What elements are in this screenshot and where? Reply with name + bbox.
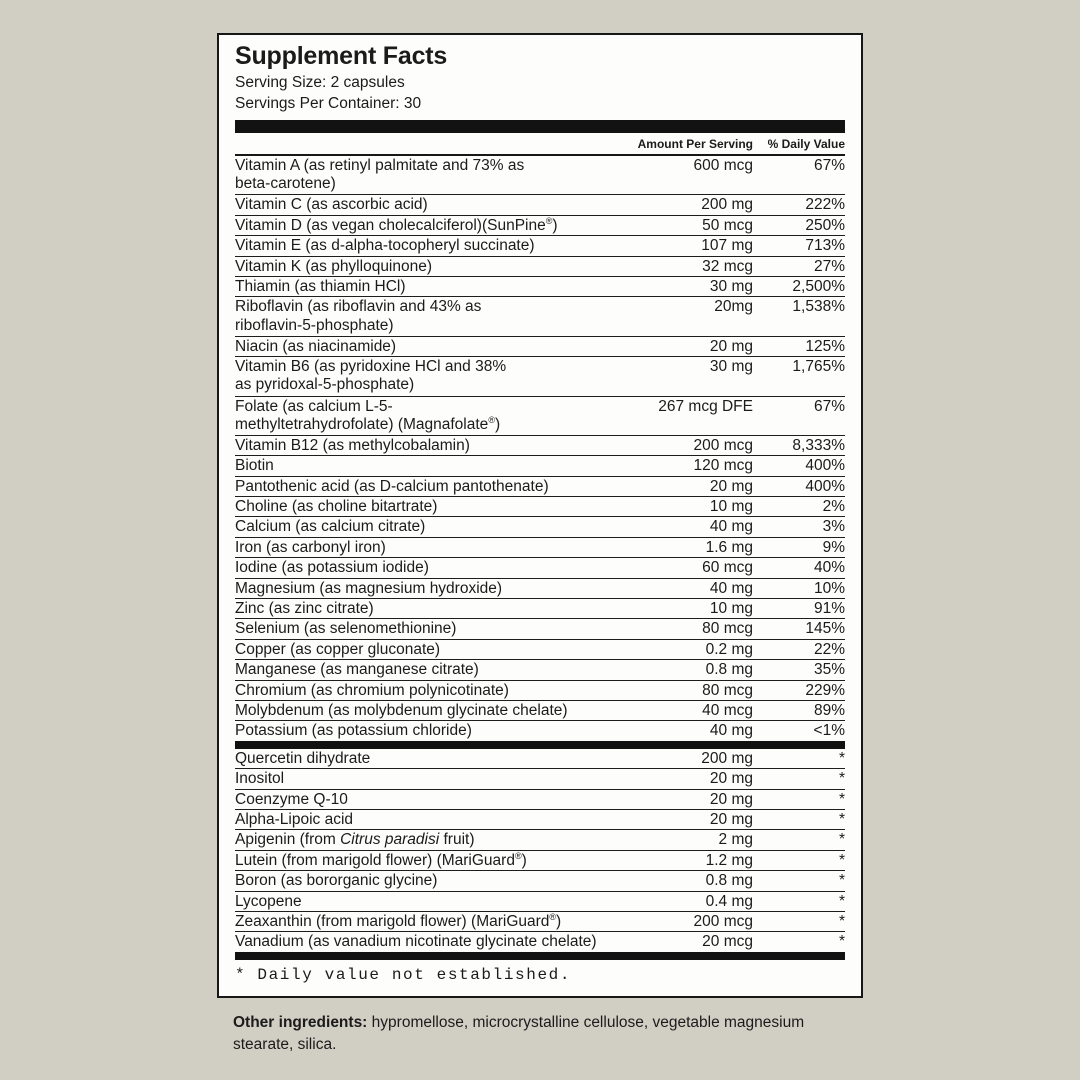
nutrient-daily-value: 67% [813,397,845,415]
nutrient-name: Magnesium (as magnesium hydroxide) [235,579,503,597]
nutrient-amount: 10 mg [709,600,753,618]
nutrient-amount: 40 mg [709,722,753,740]
nutrient-row [235,721,845,740]
nutrient-daily-value: * [838,851,845,869]
nutrient-row [235,257,845,277]
nutrient-row [235,701,845,721]
nutrient-daily-value: 222% [805,196,845,214]
nutrient-daily-value: 2% [822,498,845,516]
serving-size-text: Serving Size: 2 capsules [235,74,405,91]
nutrient-name: Vitamin D (as vegan cholecalciferol)(SunPine®) [235,215,558,234]
nutrient-row [235,497,845,517]
daily-value-footnote: * Daily value not established. [235,965,572,984]
nutrient-name: Lycopene [235,892,302,910]
nutrient-daily-value: * [838,912,845,930]
nutrient-name: Biotin [235,457,274,475]
nutrient-name: Choline (as choline bitartrate) [235,498,438,516]
nutrient-name: Folate (as calcium L-5- methyltetrahydrofolate) (Magnafolate®) [235,398,645,434]
other-ingredients-text: hypromellose, microcrystalline cellulose, vegetable magnesium stearate, silica. [233,1014,805,1053]
nutrient-name: Calcium (as calcium citrate) [235,518,426,536]
nutrient-row [235,932,845,951]
nutrient-row [235,538,845,558]
nutrient-name: Zinc (as zinc citrate) [235,600,374,618]
nutrient-daily-value: 67% [813,157,845,174]
nutrient-rows-main [235,156,845,741]
nutrient-name-line2: riboflavin-5-phosphate) [235,316,394,334]
nutrient-daily-value: * [838,790,845,808]
nutrient-rows-botanical [235,749,845,952]
nutrient-name: Manganese (as manganese citrate) [235,661,479,679]
nutrient-amount: 60 mcg [702,559,753,577]
nutrient-name: Selenium (as selenomethionine) [235,620,457,638]
nutrient-daily-value: 35% [813,661,845,679]
nutrient-amount: 120 mcg [693,457,753,475]
nutrient-name-line2: as pyridoxal-5-phosphate) [235,376,415,394]
nutrient-daily-value: 9% [822,538,845,556]
separator-bar-top [235,120,845,133]
nutrient-daily-value: * [838,770,845,788]
nutrient-daily-value: * [838,749,845,767]
nutrient-daily-value: 713% [805,237,845,255]
nutrient-row [235,851,845,871]
nutrient-amount: 0.8 mg [705,872,753,890]
nutrient-name: Boron (as bororganic glycine) [235,872,438,890]
nutrient-daily-value: 3% [822,518,845,536]
nutrient-row [235,681,845,701]
nutrient-daily-value: 1,538% [792,298,845,316]
nutrient-row [235,749,845,769]
nutrient-amount: 32 mcg [702,257,753,275]
servings-per-container-text: Servings Per Container: 30 [235,94,422,112]
nutrient-daily-value: 10% [813,579,845,597]
nutrient-amount: 0.2 mg [705,640,753,658]
nutrient-amount: 0.8 mg [705,661,753,679]
nutrient-row [235,619,845,639]
nutrient-amount: 30 mg [709,277,753,295]
supplement-facts-panel [217,33,863,998]
nutrient-row [235,156,845,195]
nutrient-daily-value: * [838,831,845,849]
nutrient-row [235,579,845,599]
nutrient-row [235,830,845,850]
amount-column-header: Amount Per Serving [637,137,753,151]
nutrient-name: Molybdenum (as molybdenum glycinate chelate) [235,701,568,719]
nutrient-amount: 40 mcg [702,701,753,719]
nutrient-row [235,660,845,680]
nutrient-amount: 80 mcg [702,620,753,638]
nutrient-daily-value: 400% [805,477,845,495]
nutrient-row [235,640,845,660]
other-ingredients-lead: Other ingredients: [233,1014,368,1031]
nutrient-daily-value: <1% [813,722,845,740]
nutrient-row [235,236,845,256]
nutrient-name: Coenzyme Q-10 [235,790,348,808]
nutrient-row [235,769,845,789]
nutrient-amount: 20 mg [709,810,753,828]
nutrient-name: Vitamin K (as phylloquinone) [235,257,433,275]
nutrient-daily-value: 40% [813,559,845,577]
nutrient-name: Vitamin E (as d-alpha-tocopheryl succinate) [235,237,535,255]
nutrient-daily-value: 22% [813,640,845,658]
nutrient-name-line2: beta-carotene) [235,175,336,193]
column-header-row [235,133,845,156]
nutrient-name: Pantothenic acid (as D-calcium pantothenate) [235,477,549,495]
nutrient-daily-value: 145% [805,620,845,638]
panel-title: Supplement Facts [235,42,448,70]
nutrient-row [235,558,845,578]
other-ingredients [233,1012,811,1056]
nutrient-amount: 20 mg [709,790,753,808]
nutrient-amount: 20 mg [709,770,753,788]
nutrient-daily-value: * [838,810,845,828]
nutrient-amount: 200 mg [701,749,753,767]
nutrient-row [235,337,845,357]
nutrient-amount: 1.6 mg [705,538,753,556]
nutrient-name: Iodine (as potassium iodide) [235,559,429,577]
nutrient-daily-value: 125% [805,337,845,355]
nutrient-row [235,277,845,297]
nutrient-name: Zeaxanthin (from marigold flower) (MariGuard®) [235,911,562,930]
nutrient-amount: 30 mg [709,358,753,376]
nutrient-daily-value: 91% [813,600,845,618]
nutrient-name: Quercetin dihydrate [235,749,371,767]
nutrient-name: Chromium (as chromium polynicotinate) [235,681,509,699]
nutrient-row [235,599,845,619]
nutrient-name: Vitamin C (as ascorbic acid) [235,196,428,214]
nutrient-row [235,216,845,236]
nutrient-name: Inositol [235,770,285,788]
nutrient-amount: 40 mg [709,579,753,597]
nutrient-amount: 80 mcg [702,681,753,699]
nutrient-daily-value: * [838,892,845,910]
nutrient-amount: 200 mg [701,196,753,214]
nutrient-daily-value: 229% [805,681,845,699]
nutrient-row [235,357,845,396]
separator-bar-middle [235,741,845,749]
nutrient-row [235,297,845,336]
nutrient-amount: 0.4 mg [705,892,753,910]
nutrient-name: Vitamin A (as retinyl palmitate and 73% as beta-carotene) [235,157,645,193]
daily-value-column-header: % Daily Value [767,137,845,151]
nutrient-row [235,517,845,537]
nutrient-name: Riboflavin (as riboflavin and 43% as riboflavin-5-phosphate) [235,298,645,334]
nutrient-name: Potassium (as potassium chloride) [235,722,472,740]
nutrient-amount: 20mg [714,298,753,316]
nutrient-amount: 20 mg [709,477,753,495]
nutrient-daily-value: 1,765% [792,358,845,376]
nutrient-name-line2: methyltetrahydrofolate) (Magnafolate®) [235,414,501,433]
nutrient-row [235,790,845,810]
nutrient-name: Vitamin B12 (as methylcobalamin) [235,436,470,454]
nutrient-name: Vanadium (as vanadium nicotinate glycinate chelate) [235,933,597,951]
separator-bar-bottom [235,952,845,960]
nutrient-daily-value: * [838,872,845,890]
nutrient-row [235,871,845,891]
nutrient-name: Apigenin (from Citrus paradisi fruit) [235,831,475,849]
nutrient-name: Thiamin (as thiamin HCl) [235,277,406,295]
nutrient-daily-value: 8,333% [792,436,845,454]
nutrient-amount: 10 mg [709,498,753,516]
nutrient-amount: 1.2 mg [705,851,753,869]
nutrient-daily-value: 2,500% [792,277,845,295]
nutrient-row [235,912,845,932]
nutrient-amount: 600 mcg [693,157,753,174]
nutrient-amount: 107 mg [701,237,753,255]
nutrient-row [235,456,845,476]
nutrient-daily-value: 400% [805,457,845,475]
nutrient-row [235,397,845,436]
nutrient-daily-value: * [838,933,845,951]
nutrient-name: Lutein (from marigold flower) (MariGuard®) [235,850,527,869]
nutrient-name: Niacin (as niacinamide) [235,337,397,355]
nutrient-daily-value: 27% [813,257,845,275]
nutrient-name: Iron (as carbonyl iron) [235,538,386,556]
nutrient-amount: 2 mg [718,831,753,849]
nutrient-name: Copper (as copper gluconate) [235,640,441,658]
nutrient-daily-value: 250% [805,216,845,234]
nutrient-amount: 20 mcg [702,933,753,951]
nutrient-amount: 40 mg [709,518,753,536]
nutrient-row [235,892,845,912]
nutrient-amount: 200 mcg [693,436,753,454]
nutrient-name: Vitamin B6 (as pyridoxine HCl and 38% as pyridoxal-5-phosphate) [235,358,645,394]
nutrient-row [235,436,845,456]
nutrient-row [235,810,845,830]
nutrient-amount: 200 mcg [693,912,753,930]
nutrient-row [235,195,845,215]
nutrient-amount: 267 mcg DFE [658,397,753,415]
nutrient-amount: 50 mcg [702,216,753,234]
nutrient-row [235,477,845,497]
nutrient-name: Alpha-Lipoic acid [235,810,354,828]
nutrient-amount: 20 mg [709,337,753,355]
nutrient-daily-value: 89% [813,701,845,719]
